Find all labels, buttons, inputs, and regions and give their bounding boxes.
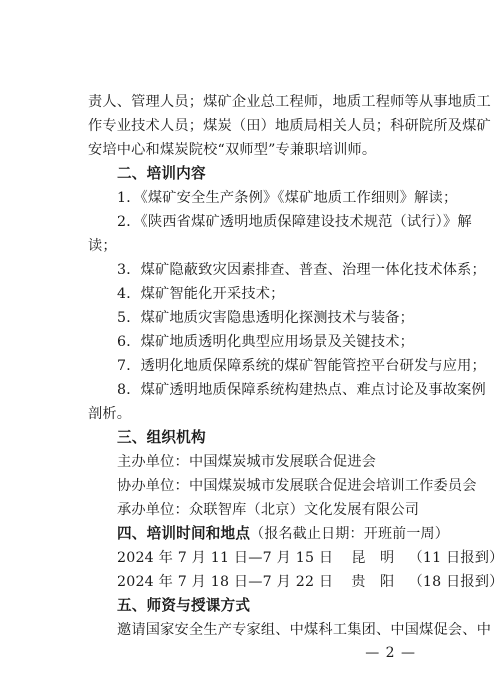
page-number: — 2 — [365,645,416,661]
body-text-line: 安培中心和煤炭院校“双师型”专兼职培训师。 [88,142,377,158]
list-item: 2．《陕西省煤矿透明地质保障建设技术规范（试行）》解 [117,214,472,230]
section-heading-organization: 三、组织机构 [117,429,206,446]
list-item: 3．煤矿隐蔽致灾因素排查、普查、治理一体化技术体系； [117,262,486,278]
host-unit: 主办单位：中国煤炭城市发展联合促进会 [117,454,376,470]
list-item-continuation: 剖析。 [88,406,132,422]
section-heading-teachers: 五、师资与授课方式 [117,597,251,614]
registration-deadline-note: （报名截止日期：开班前一周） [250,526,449,542]
session-row [117,549,504,567]
list-item-continuation: 读； [88,238,117,254]
co-host-unit: 协办单位：中国煤炭城市发展联合促进会培训工作委员会 [117,478,477,494]
list-item: 8．煤矿透明地质保障系统构建热点、难点讨论及事故案例 [117,382,486,398]
session-report-date: （18 日报到） [408,574,504,590]
section-heading-time-place [117,525,449,543]
list-item: 7．透明化地质保障系统的煤矿智能管控平台研发与应用； [117,358,486,374]
list-item: 1．《煤矿安全生产条例》《煤矿地质工作细则》解读； [117,190,458,206]
session-report-date: （11 日报到） [408,550,504,566]
body-text-line: 作专业技术人员；煤炭（田）地质局相关人员；科研院所及煤矿 [88,118,491,134]
session-dates: 2024 年 7 月 18 日—7 月 22 日 [117,574,334,590]
organizer-unit: 承办单位：众联智库（北京）文化发展有限公司 [117,502,420,518]
session-city: 昆 明 [351,550,395,566]
body-text-line: 责人、管理人员；煤矿企业总工程师，地质工程师等从事地质工 [88,94,491,110]
session-dates: 2024 年 7 月 11 日—7 月 15 日 [117,550,334,566]
list-item: 4．煤矿智能化开采技术； [117,286,285,302]
list-item: 6．煤矿地质透明化典型应用场景及关键技术； [117,334,414,350]
body-text-line: 邀请国家安全生产专家组、中煤科工集团、中国煤促会、中 [117,622,492,638]
heading-text: 四、培训时间和地点 [117,525,251,542]
list-item: 5．煤矿地质灾害隐患透明化探测技术与装备； [117,310,414,326]
session-city: 贵 阳 [351,574,395,590]
section-heading-content: 二、培训内容 [117,165,206,182]
session-row [117,573,504,591]
